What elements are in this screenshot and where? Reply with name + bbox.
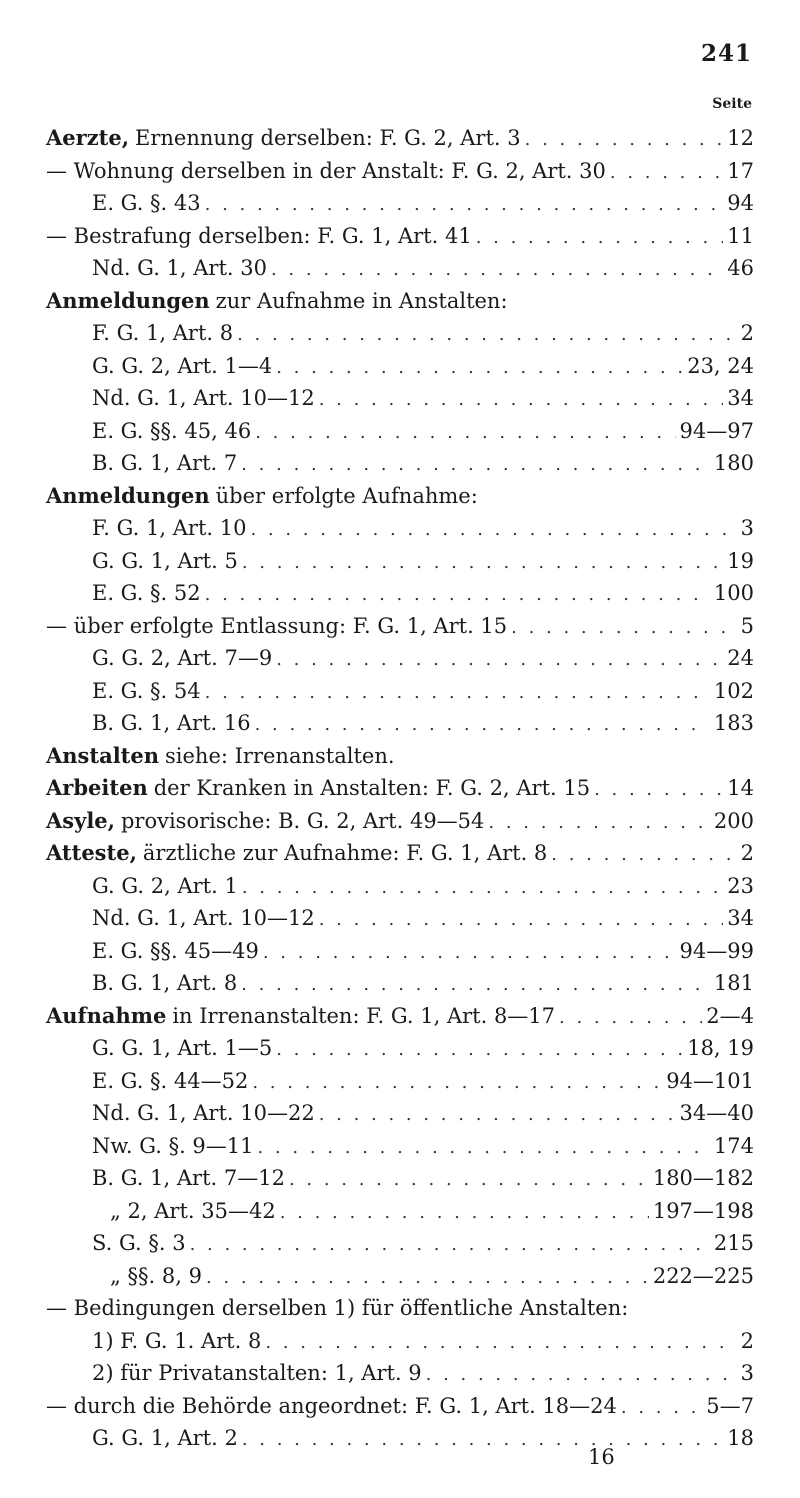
entry-pages: 23, 24: [687, 353, 754, 378]
index-entry: [46, 220, 754, 253]
index-entry: [46, 512, 754, 545]
entry-pages: 17: [727, 158, 754, 183]
entry-pages: 18, 19: [687, 1036, 754, 1060]
entry-pages: 5: [740, 613, 754, 638]
entry-text: E. G. §§. 45—49: [92, 938, 259, 963]
entry-pages: 181: [713, 971, 754, 995]
entry-pages: 5—7: [706, 1393, 754, 1418]
entry-text: E. G. §§. 45, 46: [92, 418, 252, 443]
entry-text: — Wohnung derselben in der Anstalt: F. G. 2, Art. 30: [46, 158, 606, 183]
index-entry: [46, 740, 754, 773]
entry-pages: 197—198: [652, 1198, 754, 1223]
dot-leader: [621, 1392, 702, 1425]
index-entry: [46, 252, 754, 285]
index-entry: [46, 772, 754, 805]
index-entry: [46, 870, 754, 903]
entry-pages: 3: [740, 516, 754, 540]
entry-keyword: Aufnahme: [46, 1002, 167, 1028]
index-entry: [46, 155, 754, 188]
entry-text: — durch die Behörde angeordnet: F. G. 1, Art. 18—24: [46, 1393, 617, 1418]
entry-text: E. G. §. 54: [92, 678, 201, 703]
index-entry: [46, 545, 754, 578]
entry-text: B. G. 1, Art. 7: [92, 451, 238, 475]
entry-pages: 34: [727, 386, 754, 410]
entry-keyword: Arbeiten: [46, 775, 148, 800]
dot-leader: [610, 157, 723, 190]
index-entry: [46, 382, 754, 415]
dot-leader: [488, 807, 710, 840]
entry-text: G. G. 1, Art. 1—5: [92, 1036, 273, 1060]
dot-leader: [255, 417, 675, 450]
dot-leader: [205, 189, 724, 222]
entry-keyword: Anstalten: [46, 742, 159, 768]
index-entry: [46, 1065, 754, 1098]
dot-leader: [525, 124, 724, 157]
entry-pages: 94—97: [679, 418, 754, 443]
entry-pages: 12: [727, 126, 754, 150]
entry-pages: 180—182: [652, 1166, 754, 1190]
entry-pages: 94: [727, 191, 754, 215]
entry-pages: 102: [713, 678, 754, 703]
entry-text: B. G. 1, Art. 8: [92, 971, 238, 995]
entry-text: — Bestrafung derselben: F. G. 1, Art. 41: [46, 223, 472, 248]
index-entry: [46, 317, 754, 350]
dot-leader: [252, 1067, 662, 1100]
dot-leader: [271, 254, 723, 287]
entry-text: E. G. §. 43: [92, 191, 201, 215]
dot-leader: [511, 612, 736, 645]
index-entry: [46, 1000, 754, 1033]
index-entry: [46, 902, 754, 935]
entry-pages: 34: [727, 906, 754, 930]
entry-text: E. G. §. 44—52: [92, 1068, 249, 1093]
dot-leader: [319, 384, 724, 417]
dot-leader: [551, 839, 736, 872]
index-list: [46, 122, 754, 1455]
dot-leader: [242, 872, 723, 905]
entry-text: — Bedingungen derselben 1) für öffentliche Anstalten:: [46, 1296, 629, 1320]
entry-text: — über erfolgte Entlassung: F. G. 1, Art. 15: [46, 613, 508, 638]
index-entry: [46, 187, 754, 220]
dot-leader: [426, 1359, 737, 1392]
entry-text: Nd. G. 1, Art. 10—12: [92, 386, 315, 410]
dot-leader: [237, 319, 737, 352]
entry-text: „ 2, Art. 35—42: [110, 1198, 276, 1223]
page-number: 241: [700, 40, 752, 67]
dot-leader: [263, 937, 676, 970]
entry-pages: 24: [727, 646, 754, 670]
dot-leader: [205, 677, 710, 710]
entry-text: „ §§. 8, 9: [110, 1263, 202, 1288]
entry-pages: 2: [740, 321, 754, 345]
index-entry: [46, 707, 754, 740]
index-entry: [46, 1390, 754, 1423]
entry-text: B. G. 1, Art. 16: [92, 711, 251, 735]
index-entry: [46, 935, 754, 968]
index-entry: [46, 1260, 754, 1293]
dot-leader: [276, 644, 723, 677]
entry-text: Nd. G. 1, Art. 10—22: [92, 1101, 315, 1125]
entry-pages: 174: [713, 1133, 754, 1158]
dot-leader: [206, 1262, 649, 1295]
entry-pages: 180: [713, 451, 754, 475]
dot-leader: [205, 579, 710, 612]
index-entry: [46, 1162, 754, 1195]
entry-pages: 222—225: [652, 1263, 754, 1288]
index-entry: [46, 805, 754, 838]
entry-text: F. G. 1, Art. 8: [92, 321, 234, 345]
entry-pages: 46: [727, 256, 754, 280]
index-entry: [46, 642, 754, 675]
entry-text: E. G. §. 52: [92, 581, 201, 605]
dot-leader: [242, 547, 723, 580]
entry-text: G. G. 2, Art. 1—4: [92, 353, 273, 378]
index-entry: [46, 1357, 754, 1390]
dot-leader: [280, 1197, 649, 1230]
index-entry: [46, 350, 754, 383]
entry-keyword: Anmeldungen: [46, 287, 210, 313]
entry-pages: 23: [727, 873, 754, 898]
dot-leader: [559, 1002, 702, 1035]
entry-keyword: Anmeldungen: [46, 482, 210, 508]
index-entry: [46, 1195, 754, 1228]
index-entry: [46, 480, 754, 513]
entry-text: F. G. 1, Art. 10: [92, 516, 247, 540]
entry-text: in Irrenanstalten: F. G. 1, Art. 8—17: [172, 1003, 556, 1028]
entry-text: G. G. 2, Art. 7—9: [92, 646, 273, 670]
index-entry: [46, 285, 754, 318]
entry-keyword: Aerzte,: [46, 125, 130, 150]
entry-pages: 100: [713, 581, 754, 605]
dot-leader: [242, 1424, 723, 1457]
entry-text: zur Aufnahme in Anstalten:: [215, 288, 508, 313]
index-entry: [46, 675, 754, 708]
entry-pages: 19: [727, 548, 754, 573]
index-entry: [46, 1032, 754, 1065]
entry-text: G. G. 1, Art. 5: [92, 548, 238, 573]
dot-leader: [241, 449, 710, 482]
dot-leader: [265, 1327, 736, 1360]
entry-pages: 11: [727, 223, 754, 248]
index-entry: [46, 967, 754, 1000]
entry-text: Nw. G. §. 9—11: [92, 1133, 254, 1158]
entry-text: der Kranken in Anstalten: F. G. 2, Art. 15: [153, 776, 591, 800]
entry-pages: 3: [740, 1361, 754, 1385]
dot-leader: [289, 1164, 649, 1197]
dot-leader: [258, 1132, 710, 1165]
dot-leader: [319, 904, 724, 937]
column-header: Seite: [712, 96, 752, 112]
entry-text: ärztliche zur Aufnahme: F. G. 1, Art. 8: [142, 841, 548, 865]
entry-pages: 183: [713, 711, 754, 735]
entry-text: über erfolgte Aufnahme:: [215, 483, 478, 508]
index-entry: [46, 1325, 754, 1358]
index-entry: [46, 415, 754, 448]
dot-leader: [276, 1034, 683, 1067]
entry-text: G. G. 2, Art. 1: [92, 873, 238, 898]
footer-signature: 16: [588, 1445, 615, 1469]
entry-text: provisorische: B. G. 2, Art. 49—54: [120, 808, 485, 833]
dot-leader: [255, 709, 710, 742]
dot-leader: [250, 514, 736, 547]
entry-pages: 2—4: [706, 1003, 754, 1028]
index-entry: [46, 1130, 754, 1163]
entry-text: Ernennung derselben: F. G. 2, Art. 3: [135, 126, 521, 150]
entry-pages: 2: [740, 1328, 754, 1353]
index-entry: [46, 837, 754, 870]
entry-pages: 14: [727, 776, 754, 800]
index-entry: [46, 1292, 754, 1325]
index-entry: [46, 1422, 754, 1455]
entry-pages: 34—40: [679, 1101, 754, 1125]
entry-text: S. G. §. 3: [92, 1231, 186, 1255]
entry-pages: 94—99: [679, 938, 754, 963]
dot-leader: [241, 969, 710, 1002]
dot-leader: [190, 1229, 710, 1262]
entry-keyword: Atteste,: [46, 840, 137, 865]
index-entry: [46, 447, 754, 480]
entry-pages: 94—101: [666, 1068, 754, 1093]
entry-text: siehe: Irrenanstalten.: [165, 743, 395, 768]
entry-pages: 18: [727, 1426, 754, 1450]
index-entry: [46, 1227, 754, 1260]
index-entry: [46, 577, 754, 610]
dot-leader: [594, 774, 723, 807]
entry-pages: 215: [713, 1231, 754, 1255]
index-entry: [46, 1097, 754, 1130]
entry-text: Nd. G. 1, Art. 30: [92, 256, 267, 280]
dot-leader: [476, 222, 724, 255]
dot-leader: [319, 1099, 676, 1132]
dot-leader: [276, 352, 683, 385]
entry-text: Nd. G. 1, Art. 10—12: [92, 906, 315, 930]
index-entry: [46, 610, 754, 643]
entry-pages: 2: [740, 841, 754, 865]
entry-keyword: Asyle,: [46, 807, 115, 833]
entry-text: 2) für Privatanstalten: 1, Art. 9: [92, 1361, 422, 1385]
entry-text: G. G. 1, Art. 2: [92, 1426, 238, 1450]
entry-pages: 200: [713, 808, 754, 833]
index-entry: [46, 122, 754, 155]
entry-text: B. G. 1, Art. 7—12: [92, 1166, 285, 1190]
entry-text: 1) F. G. 1. Art. 8: [92, 1328, 262, 1353]
